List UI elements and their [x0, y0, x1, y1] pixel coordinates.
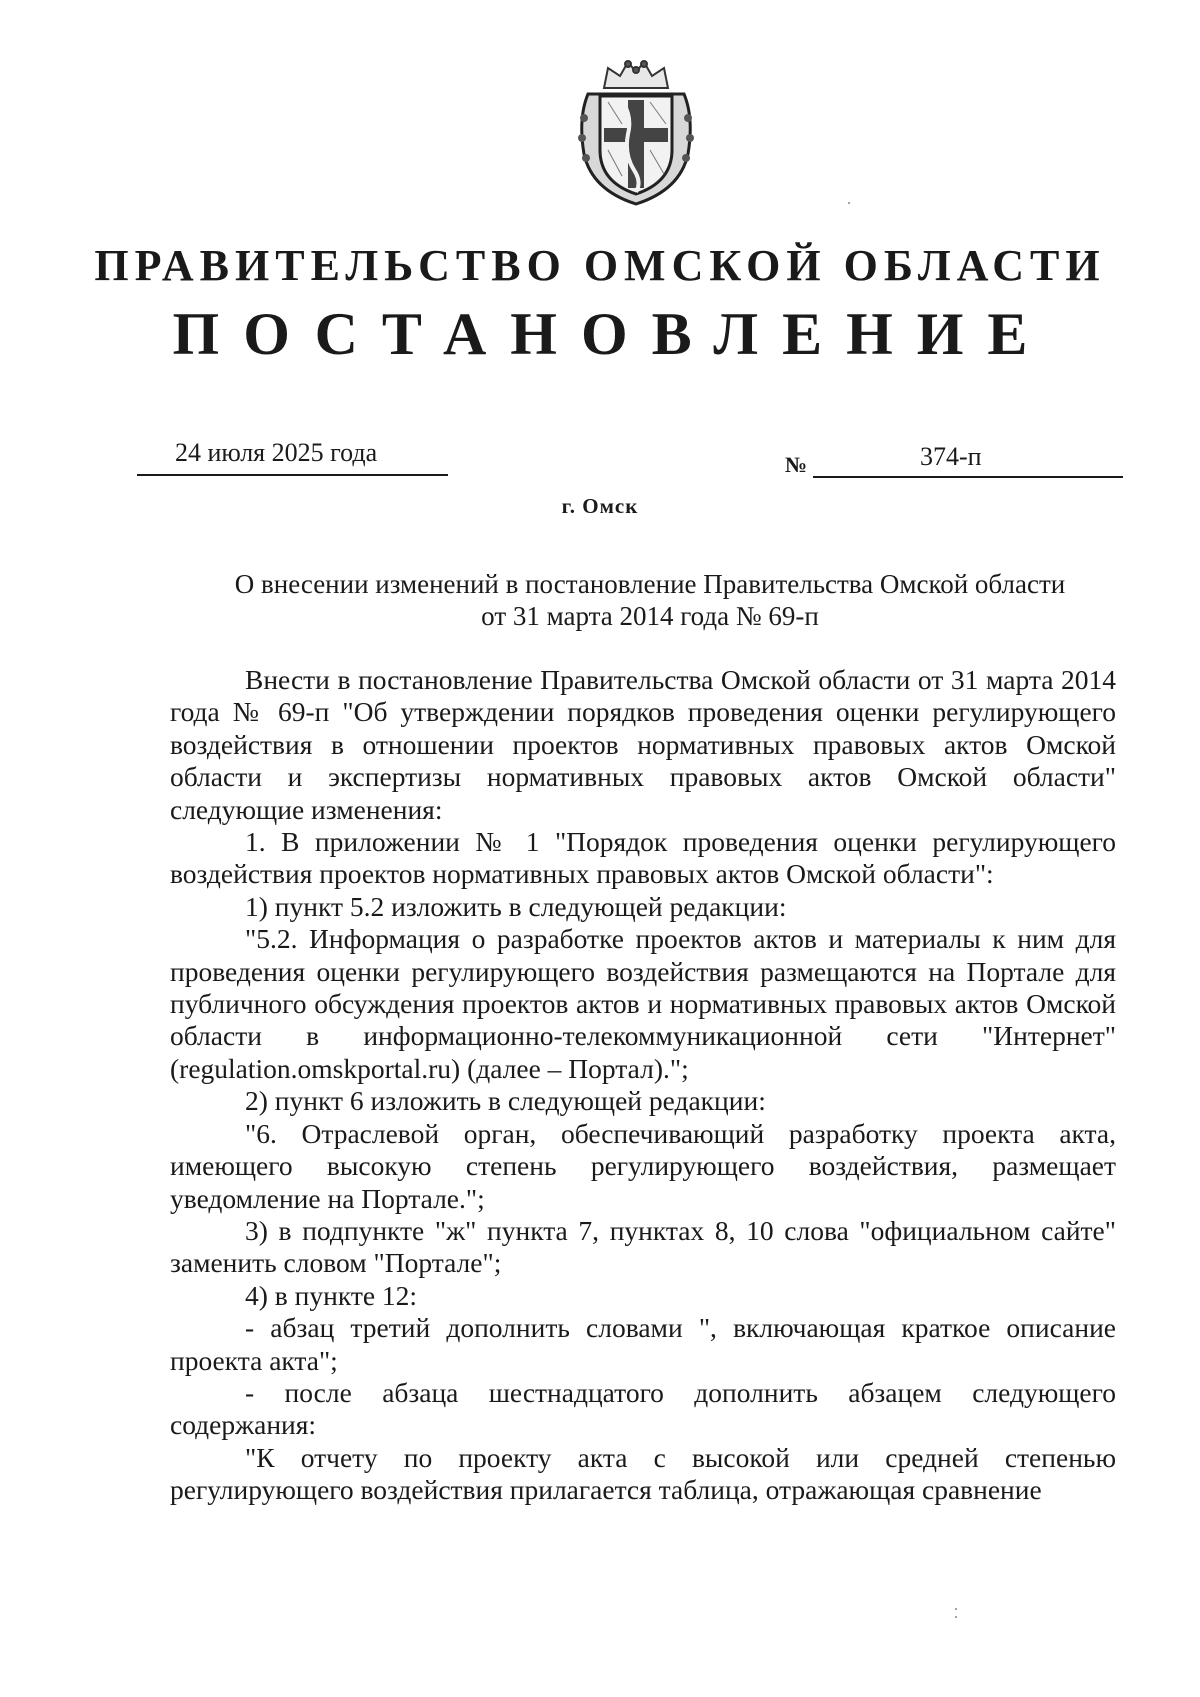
city-label: г. Омск: [561, 494, 639, 518]
body-paragraph: Внести в постановление Правительства Омской области от 31 марта 2014 года № 69-п "Об утверждении порядков проведения оценки регулирующего воздействия в отношении проектов нормативных правовых актов Омской области и экспертизы нормативных правовых актов Омской области" следующие изменения:: [170, 664, 1116, 825]
document-subject: [200, 568, 1100, 632]
date-underline: [137, 474, 448, 476]
scan-speck: [955, 1616, 957, 1618]
body-paragraph: 2) пункт 6 изложить в следующей редакции:: [245, 1085, 766, 1117]
body-paragraph: 4) в пункте 12:: [245, 1279, 418, 1311]
number-underline: [813, 476, 1123, 478]
scan-speck: [848, 202, 850, 204]
body-paragraph: "К отчету по проекту акта с высокой или средней степенью регулирующего воздействия прилагается таблица, отражающая сравнение: [170, 1441, 1116, 1506]
document-type-title: ПОСТАНОВЛЕНИЕ: [172, 301, 1052, 367]
government-title: ПРАВИТЕЛЬСТВО ОМСКОЙ ОБЛАСТИ: [94, 241, 1106, 290]
subject-line-1: О внесении изменений в постановление Правительства Омской области: [234, 569, 1066, 599]
body-paragraph: 3) в подпункте "ж" пункта 7, пунктах 8, 10 слова "официальном сайте" заменить словом "Портале";: [170, 1214, 1116, 1279]
document-number: 374-п: [920, 442, 982, 471]
coat-of-arms-icon: [570, 58, 702, 206]
number-label: №: [785, 452, 808, 477]
body-paragraph: "6. Отраслевой орган, обеспечивающий разработку проекта акта, имеющего высокую степень регулирующего воздействия, размещает уведомление на Портале.";: [170, 1117, 1116, 1214]
body-paragraph: "5.2. Информация о разработке проектов актов и материалы к ним для проведения оценки регулирующего воздействия размещаются на Портале для публичного обсуждения проектов актов и нормативных правовых актов Омской области в информационно-телекоммуникационной сети "Интернет" (regulation.omskportal.ru) (далее – Портал).";: [170, 923, 1116, 1084]
body-paragraph: - абзац третий дополнить словами ", включающая краткое описание проекта акта";: [170, 1312, 1116, 1376]
subject-line-2: от 31 марта 2014 года № 69-п: [481, 601, 819, 631]
body-paragraph: 1) пункт 5.2 изложить в следующей редакции:: [245, 890, 787, 922]
document-date: 24 июля 2025 года: [175, 438, 378, 467]
scan-speck: [955, 1608, 957, 1610]
body-paragraph: - после абзаца шестнадцатого дополнить абзацем следующего содержания:: [170, 1376, 1116, 1441]
body-paragraph: 1. В приложении № 1 "Порядок проведения оценки регулирующего воздействия проектов нормативных правовых актов Омской области":: [170, 826, 1116, 890]
document-body: [170, 664, 1116, 1507]
